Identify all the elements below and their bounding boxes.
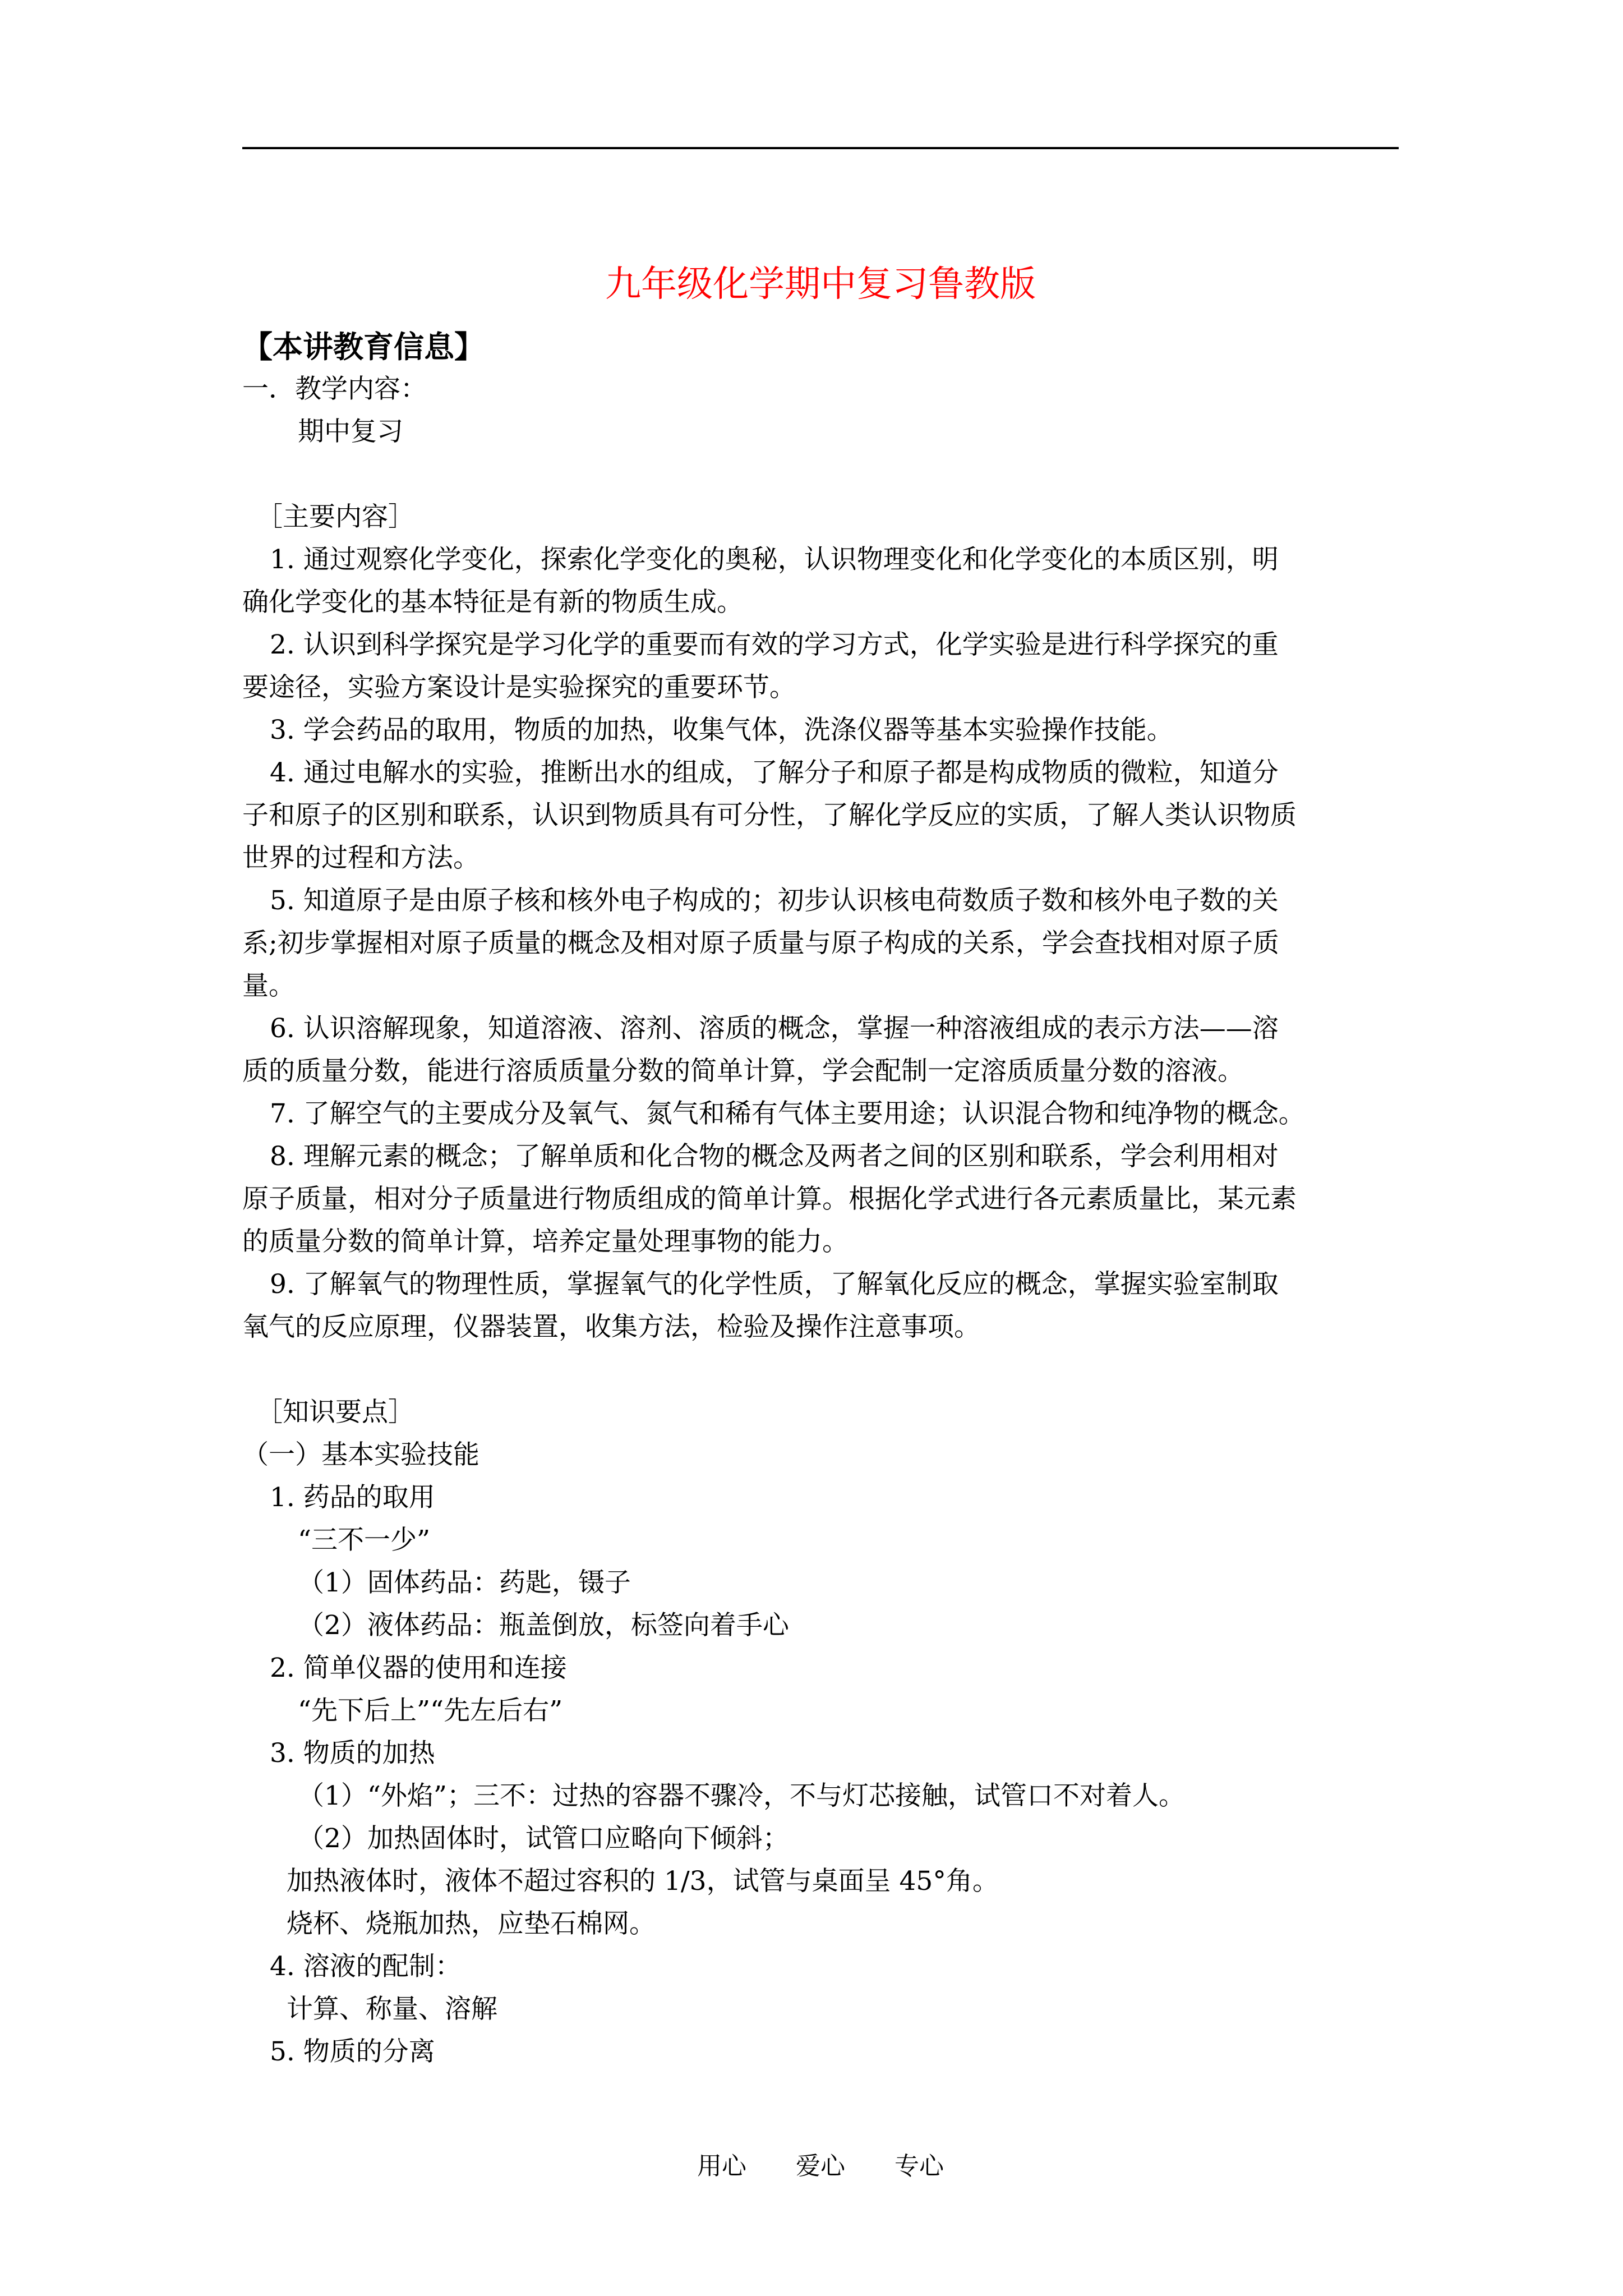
text-line: 烧杯、烧瓶加热，应垫石棉网。: [287, 1908, 656, 1939]
text-line: 2. 认识到科学探究是学习化学的重要而有效的学习方式，化学实验是进行科学探究的重: [270, 629, 1279, 660]
text-line: 5. 知道原子是由原子核和核外电子构成的；初步认识核电荷数质子数和核外电子数的关: [270, 885, 1279, 916]
text-line: 的质量分数的简单计算，培养定量处理事物的能力。: [242, 1226, 849, 1257]
text-line: 一．教学内容：: [242, 374, 427, 404]
text-line: 9. 了解氧气的物理性质，掌握氧气的化学性质，了解氧化反应的概念，掌握实验室制取: [270, 1269, 1279, 1300]
text-line: 8. 理解元素的概念；了解单质和化合物的概念及两者之间的区别和联系，学会利用相对: [270, 1141, 1279, 1172]
text-line: （一）基本实验技能: [242, 1439, 479, 1470]
text-line: 4. 溶液的配制：: [270, 1951, 462, 1982]
text-line: 子和原子的区别和联系，认识到物质具有可分性，了解化学反应的实质，了解人类认识物质: [242, 800, 1297, 831]
text-line: 氧气的反应原理，仪器装置，收集方法，检验及操作注意事项。: [242, 1312, 980, 1342]
text-line: [242, 453, 1399, 496]
text-line: 期中复习: [298, 416, 403, 447]
page-footer: 用心 爱心 专心: [697, 2152, 944, 2180]
text-line: （1）“外焰”；三不：过热的容器不骤冷，不与灯芯接触，试管口不对着人。: [298, 1780, 1185, 1811]
text-line: 1. 通过观察化学变化，探索化学变化的奥秘，认识物理变化和化学变化的本质区别，明: [270, 544, 1279, 575]
text-line: [242, 1349, 1399, 1391]
text-line: 计算、称量、溶解: [287, 1994, 497, 2024]
text-line: ［知识要点］: [256, 1397, 414, 1428]
text-line: 6. 认识溶解现象，知道溶液、溶剂、溶质的概念，掌握一种溶液组成的表示方法——溶: [270, 1013, 1279, 1044]
text-line: 量。: [242, 970, 295, 1001]
text-line: （2）液体药品：瓶盖倒放，标签向着手心: [298, 1610, 789, 1641]
text-line: （1）固体药品：药匙，镊子: [298, 1567, 631, 1598]
text-line: （2）加热固体时，试管口应略向下倾斜；: [298, 1823, 789, 1854]
section-heading: 【本讲教育信息】: [242, 329, 485, 365]
text-line: ［主要内容］: [256, 501, 414, 532]
text-line: “先下后上”“先左后右”: [298, 1695, 563, 1726]
text-line: 质的质量分数，能进行溶质质量分数的简单计算，学会配制一定溶质质量分数的溶液。: [242, 1056, 1244, 1087]
text-line: 1. 药品的取用: [270, 1482, 435, 1513]
header-rule: [242, 147, 1399, 149]
text-line: 5. 物质的分离: [270, 2036, 435, 2067]
text-line: 4. 通过电解水的实验，推断出水的组成，了解分子和原子都是构成物质的微粒，知道分: [270, 757, 1279, 788]
text-line: “三不一少”: [298, 1525, 431, 1556]
text-line: 系;初步掌握相对原子质量的概念及相对原子质量与原子构成的关系，学会查找相对原子质: [242, 928, 1279, 959]
document-title: 九年级化学期中复习鲁教版: [605, 264, 1036, 305]
text-line: 7. 了解空气的主要成分及氧气、氮气和稀有气体主要用途；认识混合物和纯净物的概念。: [270, 1098, 1305, 1129]
text-line: 2. 简单仪器的使用和连接: [270, 1653, 567, 1683]
text-line: 3. 学会药品的取用，物质的加热，收集气体，洗涤仪器等基本实验操作技能。: [270, 715, 1173, 746]
text-line: 加热液体时，液体不超过容积的 1/3，试管与桌面呈 45°角。: [287, 1866, 999, 1897]
text-line: 确化学变化的基本特征是有新的物质生成。: [242, 587, 743, 618]
text-line: 原子质量，相对分子质量进行物质组成的简单计算。根据化学式进行各元素质量比，某元素: [242, 1184, 1297, 1214]
document-body: [242, 325, 1399, 2073]
text-line: 世界的过程和方法。: [242, 843, 479, 873]
text-line: 要途径，实验方案设计是实验探究的重要环节。: [242, 672, 796, 703]
text-line: 3. 物质的加热: [270, 1738, 435, 1769]
